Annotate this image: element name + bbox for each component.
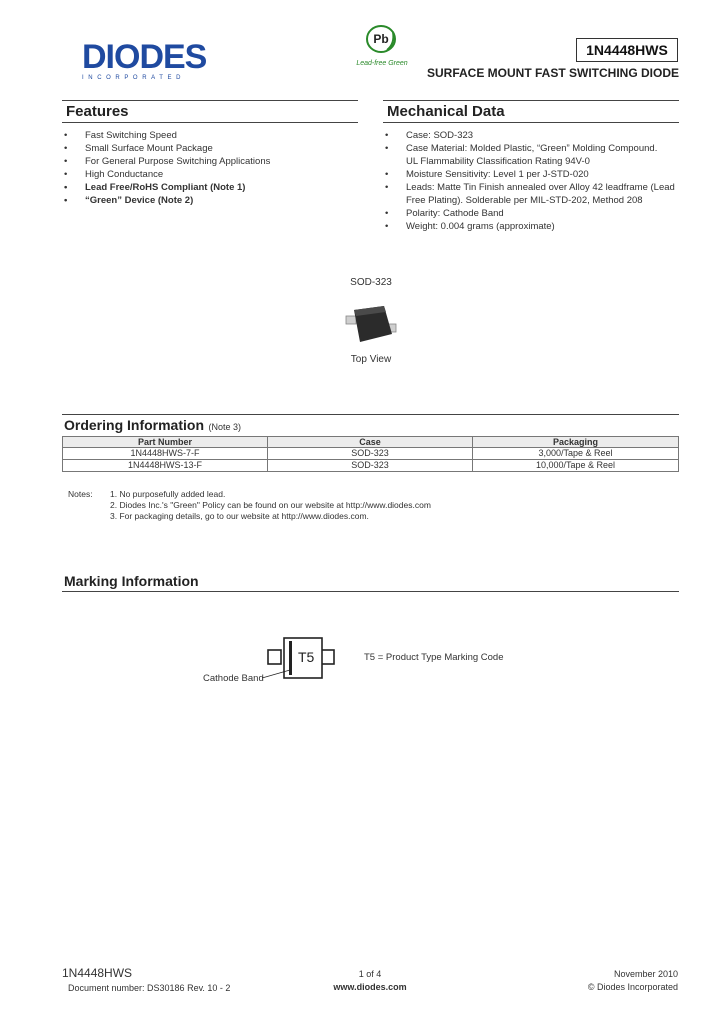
features-section — [62, 100, 358, 207]
footer-website-link[interactable]: www.diodes.com — [333, 982, 407, 992]
table-cell: 10,000/Tape & Reel — [473, 460, 679, 472]
table-header-row — [63, 437, 679, 448]
feature-item: • For General Purpose Switching Applications — [62, 155, 358, 168]
marking-legend: T5 = Product Type Marking Code — [364, 652, 504, 663]
package-view-label: Top View — [350, 354, 392, 365]
cathode-pointer-line — [262, 668, 292, 682]
footer-page-number: 1 of 4 — [358, 969, 382, 979]
diodes-logo — [82, 38, 207, 81]
table-row — [63, 448, 679, 460]
ordering-section — [62, 414, 679, 472]
mechanical-bottom-rule — [383, 122, 679, 123]
mechanical-item: • Weight: 0.004 grams (approximate) — [383, 220, 679, 233]
features-title: Features — [66, 103, 129, 120]
sod323-package-image — [342, 300, 402, 348]
table-cell: 1N4448HWS-7-F — [63, 448, 268, 460]
marking-section — [62, 573, 679, 592]
package-icon — [342, 300, 402, 348]
feature-item: • “Green” Device (Note 2) — [62, 194, 358, 207]
lead-free-badge — [356, 24, 408, 66]
mechanical-item: • Case Material: Molded Plastic, “Green” Molding Compound. UL Flammability Classification Rating 94V-0 — [383, 142, 679, 168]
features-list — [62, 129, 358, 207]
mechanical-title: Mechanical Data — [387, 103, 505, 120]
lead-free-leaf-icon — [365, 24, 399, 54]
column-header: Packaging — [473, 437, 679, 448]
note-item: 3. For packaging details, go to our website at http://www.diodes.com. — [110, 511, 369, 521]
table-cell: SOD-323 — [268, 460, 473, 472]
feature-item: • Lead Free/RoHS Compliant (Note 1) — [62, 181, 358, 194]
badge-symbol: Pb — [373, 32, 389, 46]
footer-part-number: 1N4448HWS — [62, 966, 133, 980]
badge-caption: Lead-free Green — [356, 60, 408, 67]
mechanical-item: • Moisture Sensitivity: Level 1 per J-STD-020 — [383, 168, 679, 181]
mechanical-item: • Case: SOD-323 — [383, 129, 679, 142]
ordering-top-rule — [62, 414, 679, 415]
document-subtitle: SURFACE MOUNT FAST SWITCHING DIODE — [427, 66, 679, 80]
column-header: Case — [268, 437, 473, 448]
table-cell: SOD-323 — [268, 448, 473, 460]
part-number-box: 1N4448HWS — [576, 38, 678, 62]
notes-label: Notes: — [68, 489, 93, 499]
table-cell: 1N4448HWS-13-F — [63, 460, 268, 472]
footer-copyright: © Diodes Incorporated — [587, 982, 678, 992]
feature-item: • Small Surface Mount Package — [62, 142, 358, 155]
footer-document-number: Document number: DS30186 Rev. 10 - 2 — [68, 983, 231, 993]
ordering-note-ref: (Note 3) — [208, 422, 241, 432]
mechanical-top-rule — [383, 100, 679, 101]
feature-item: • High Conductance — [62, 168, 358, 181]
ordering-table — [62, 436, 679, 472]
features-bottom-rule — [62, 122, 358, 123]
column-header: Part Number — [63, 437, 268, 448]
ordering-title: Ordering Information — [64, 417, 204, 433]
package-name-label: SOD-323 — [350, 277, 392, 288]
cathode-band-label: Cathode Band — [203, 673, 264, 684]
mechanical-section — [383, 100, 679, 233]
marking-code: T5 — [298, 649, 315, 665]
marking-title: Marking Information — [64, 573, 199, 589]
table-cell: 3,000/Tape & Reel — [473, 448, 679, 460]
notes-list — [110, 489, 580, 522]
mechanical-list — [383, 129, 679, 233]
note-item: 2. Diodes Inc.'s "Green" Policy can be found on our website at http://www.diodes.com — [110, 500, 431, 510]
footer-date: November 2010 — [613, 969, 678, 979]
logo-wordmark: DIODES — [82, 38, 207, 76]
marking-rule — [62, 591, 679, 592]
feature-item: • Fast Switching Speed — [62, 129, 358, 142]
mechanical-item: • Polarity: Cathode Band — [383, 207, 679, 220]
features-top-rule — [62, 100, 358, 101]
mechanical-item: • Leads: Matte Tin Finish annealed over Alloy 42 leadframe (Lead Free Plating). Solderable per MIL-STD-202, Method 208 — [383, 181, 679, 207]
logo-subtitle: INCORPORATED — [82, 75, 186, 81]
table-row — [63, 460, 679, 472]
note-item: 1. No purposefully added lead. — [110, 489, 226, 499]
